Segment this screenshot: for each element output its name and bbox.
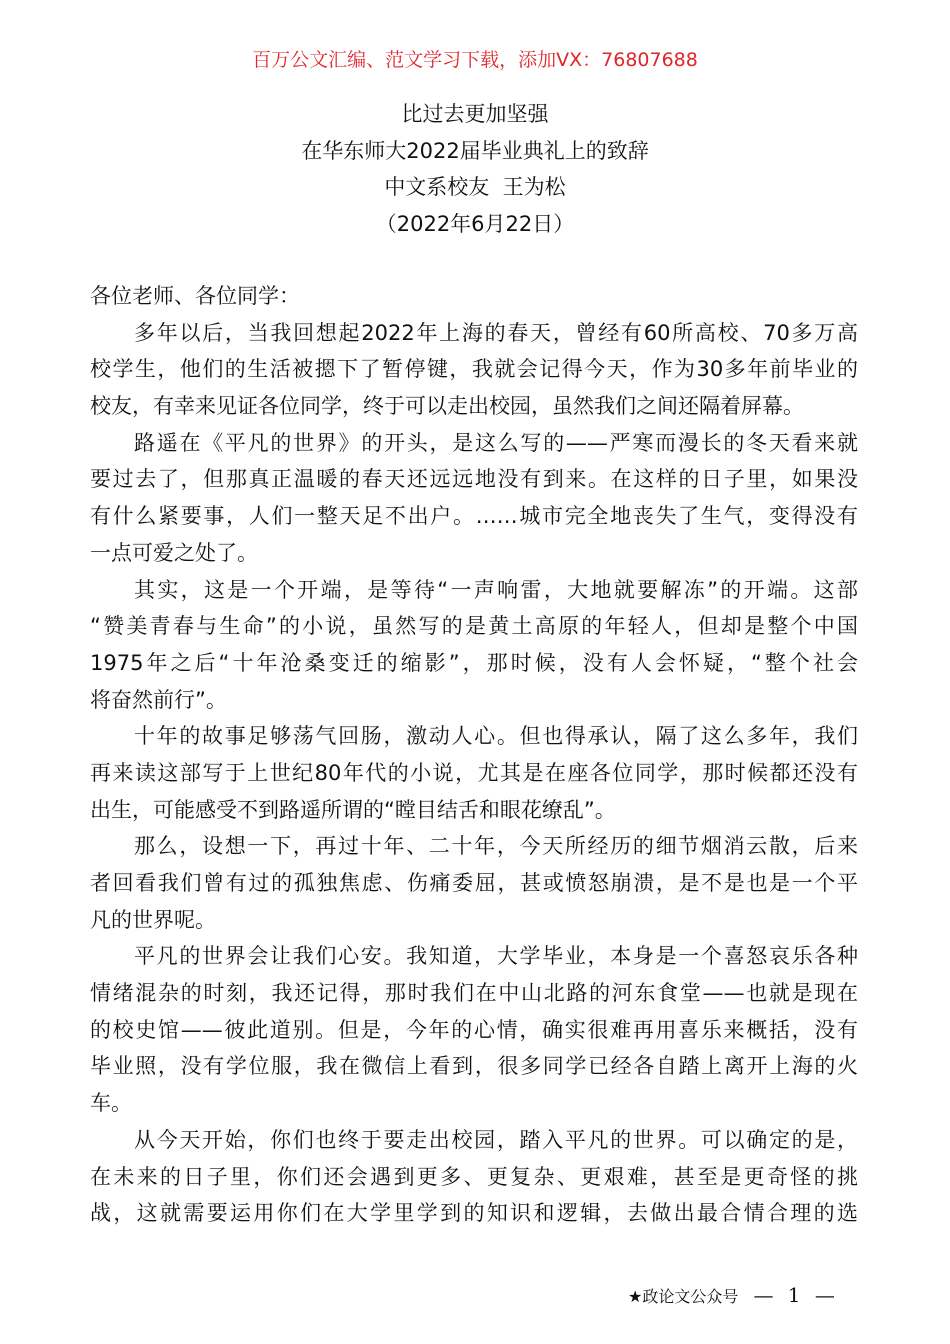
paragraph [90,938,858,1121]
paragraph-line: 车。 [90,1091,132,1116]
greeting: 各位老师、各位同学： [90,284,300,308]
paragraph-line: 在未来的日子里，你们还会遇到更多、更复杂、更艰难，甚至是更奇怪的挑 [90,1164,858,1189]
paragraph-line: 平凡的世界会让我们心安。我知道，大学毕业，本身是一个喜怒哀乐各种 [134,944,858,969]
paragraph-line: 毕业照，没有学位服，我在微信上看到，很多同学已经各自踏上离开上海的火 [90,1054,858,1079]
watermark-banner: 百万公文汇编、范文学习下载，添加VX：76807688 [252,49,698,71]
title-block [0,96,950,243]
page-number: — 1 — [753,1283,839,1307]
paragraph-line: “赞美青春与生命”的小说，虽然写的是黄土高原的年轻人，但却是整个中国 [90,614,858,639]
date-line: （2022年6月22日） [375,212,575,237]
paragraph-line: 一点可爱之处了。 [90,540,258,565]
paragraph-line: 那么，设想一下，再过十年、二十年，今天所经历的细节烟消云散，后来 [134,834,858,859]
paragraph-line: 1975年之后“十年沧桑变迁的缩影”，那时候，没有人会怀疑，“整个社会 [90,650,858,675]
paragraph-line: 的校史馆——彼此道别。但是，今年的心情，确实很难再用喜乐来概括，没有 [90,1017,858,1042]
paragraph-line: 出生，可能感受不到路遥所谓的“瞠目结舌和眼花缭乱”。 [90,797,616,822]
paragraph-line: 校友，有幸来见证各位同学，终于可以走出校园，虽然我们之间还隔着屏幕。 [90,394,804,419]
subtitle: 在华东师大2022届毕业典礼上的致辞 [301,138,649,163]
paragraph-line: 再来读这部写于上世纪80年代的小说，尤其是在座各位同学，那时候都还没有 [90,760,858,785]
paragraph-line: 情绪混杂的时刻，我还记得，那时我们在中山北路的河东食堂——也就是现在 [90,981,858,1006]
paragraph [90,425,858,572]
paragraph-line: 校学生，他们的生活被摁下了暂停键，我就会记得今天，作为30多年前毕业的 [90,357,858,382]
paragraph-line: 其实，这是一个开端，是等待“一声响雷，大地就要解冻”的开端。这部 [134,577,858,602]
paragraph [90,572,858,719]
footer-source: ★政论文公众号 [628,1287,739,1306]
paragraph-line: 路遥在《平凡的世界》的开头，是这么写的——严寒而漫长的冬天看来就 [134,430,858,455]
paragraph-line: 者回看我们曾有过的孤独焦虑、伤痛委屈，甚或愤怒崩溃，是不是也是一个平 [90,871,858,895]
speech-body [90,278,858,1232]
author-line: 中文系校友 王为松 [384,175,566,200]
paragraph-line: 从今天开始，你们也终于要走出校园，踏入平凡的世界。可以确定的是， [134,1127,858,1152]
paragraph [90,315,858,425]
paragraph-line: 多年以后，当我回想起2022年上海的春天，曾经有60所高校、70多万高 [134,320,858,345]
paragraph-line: 战，这就需要运用你们在大学里学到的知识和逻辑，去做出最合情合理的选 [90,1201,858,1226]
paragraph-line: 十年的故事足够荡气回肠，激动人心。但也得承认，隔了这么多年，我们 [134,724,858,749]
paragraph-line: 有什么紧要事，人们一整天足不出户。……城市完全地丧失了生气，变得没有 [90,504,858,529]
paragraph [90,828,858,938]
paragraph-line: 将奋然前行”。 [90,687,227,712]
paragraph [90,1122,858,1232]
paragraph [90,718,858,828]
paragraph-line: 凡的世界呢。 [90,907,216,932]
main-title: 比过去更加坚强 [401,102,549,126]
page-footer [628,1282,839,1310]
paragraph-line: 要过去了，但那真正温暖的春天还远远地没有到来。在这样的日子里，如果没 [90,467,858,492]
